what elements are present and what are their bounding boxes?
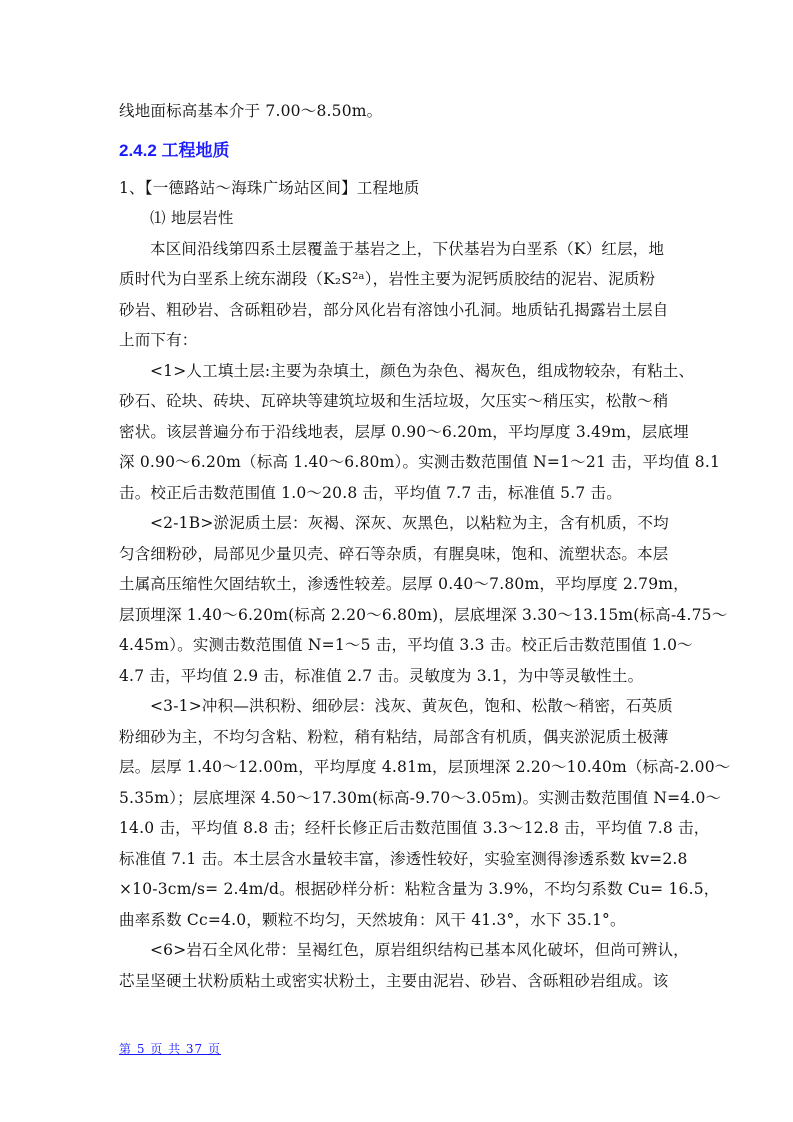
text-line: 层。层厚 1.40～12.00m，平均厚度 4.81m，层顶埋深 2.20～10.40m（标高-2.00～ — [119, 758, 731, 776]
text-line: <3-1>冲积—洪积粉、细砂层：浅灰、黄灰色，饱和、松散～稍密，石英质 — [150, 697, 673, 715]
text-line: 上而下有： — [119, 331, 198, 349]
text-line: 质时代为白垩系上统东湖段（K₂S²ᵃ），岩性主要为泥钙质胶结的泥岩、泥质粉 — [119, 270, 656, 288]
text-line: 击。校正后击数范围值 1.0～20.8 击，平均值 7.7 击，标准值 5.7 击。 — [119, 483, 622, 502]
section-title: 1、【一德路站～海珠广场站区间】工程地质 — [119, 178, 420, 197]
text-line: 线地面标高基本介于 7.00～8.50m。 — [119, 102, 383, 120]
text-line: 深 0.90～6.20m（标高 1.40～6.80m）。实测击数范围值 N=1～21 击，平均值 8.1 — [119, 453, 721, 471]
document-body — [119, 96, 731, 996]
paragraph-sand-layer — [119, 691, 731, 935]
text-line: 层顶埋深 1.40～6.20m(标高 2.20～6.80m)，层底埋深 3.30～13.15m(标高-4.75～ — [119, 605, 728, 624]
text-line: 土属高压缩性欠固结软土，渗透性较差。层厚 0.40～7.80m，平均厚度 2.79m， — [119, 575, 689, 593]
text-line: 14.0 击，平均值 8.8 击；经杆长修正后击数范围值 3.3～12.8 击，平均值 7.8 击， — [119, 819, 710, 837]
text-line: 砂岩、粗砂岩、含砾粗砂岩，部分风化岩有溶蚀小孔洞。地质钻孔揭露岩土层自 — [119, 300, 669, 319]
text-line: 粉细砂为主，不均匀含粘、粉粒，稍有粘结，局部含有机质，偶夹淤泥质土极薄 — [119, 727, 669, 746]
section-heading: 2.4.2 工程地质 — [119, 140, 230, 160]
text-line: 砂石、砼块、砖块、瓦碎块等建筑垃圾和生活垃圾，欠压实～稍压实，松散～稍 — [119, 392, 669, 410]
paragraph-silt-layer — [119, 508, 728, 691]
text-line: 曲率系数 Cc=4.0，颗粒不均匀，天然坡角：风干 41.3°，水下 35.1°。 — [119, 910, 626, 929]
text-line: 5.35m）；层底埋深 4.50～17.30m(标高-9.70～3.05m)。实测击数范围值 N=4.0～ — [119, 788, 722, 807]
text-line: 4.7 击，平均值 2.9 击，标准值 2.7 击。灵敏度为 3.1，为中等灵敏性土。 — [119, 666, 644, 685]
text-line: 芯呈坚硬土状粉质粘土或密实状粉土，主要由泥岩、砂岩、含砾粗砂岩组成。该 — [119, 971, 669, 990]
paragraph-weathered-rock — [119, 935, 689, 996]
text-line: <2-1B>淤泥质土层：灰褐、深灰、灰黑色，以粘粒为主，含有机质，不均 — [150, 514, 669, 532]
text-line: 匀含细粉砂，局部见少量贝壳、碎石等杂质，有腥臭味，饱和、流塑状态。本层 — [119, 544, 669, 563]
text-line: ×10-3cm/s= 2.4m/d。根据砂样分析：粘粒含量为 3.9%，不均匀系数 Cu= 16.5， — [119, 880, 720, 898]
text-line: 密状。该层普遍分布于沿线地表，层厚 0.90～6.20m，平均厚度 3.49m，层底埋 — [119, 422, 689, 441]
page-number-footer[interactable]: 第 5 页 共 37 页 — [119, 1042, 221, 1056]
subsection-title: ⑴ 地层岩性 — [150, 209, 234, 227]
text-line: 4.45m）。实测击数范围值 N=1～5 击，平均值 3.3 击。校正后击数范围值 1.0～ — [119, 636, 693, 654]
text-line: 本区间沿线第四系土层覆盖于基岩之上，下伏基岩为白垩系（K）红层，地 — [150, 239, 665, 258]
text-line: <1>人工填土层:主要为杂填土，颜色为杂色、褐灰色，组成物较杂，有粘土、 — [150, 361, 695, 380]
text-line: 标准值 7.1 击。本土层含水量较丰富，渗透性较好，实验室测得渗透系数 kv=2.8 — [119, 849, 688, 868]
text-line: <6>岩石全风化带：呈褐红色，原岩组织结构已基本风化破坏，但尚可辨认， — [150, 941, 689, 959]
paragraph-fill-layer — [119, 356, 721, 509]
paragraph-overview — [119, 234, 679, 356]
